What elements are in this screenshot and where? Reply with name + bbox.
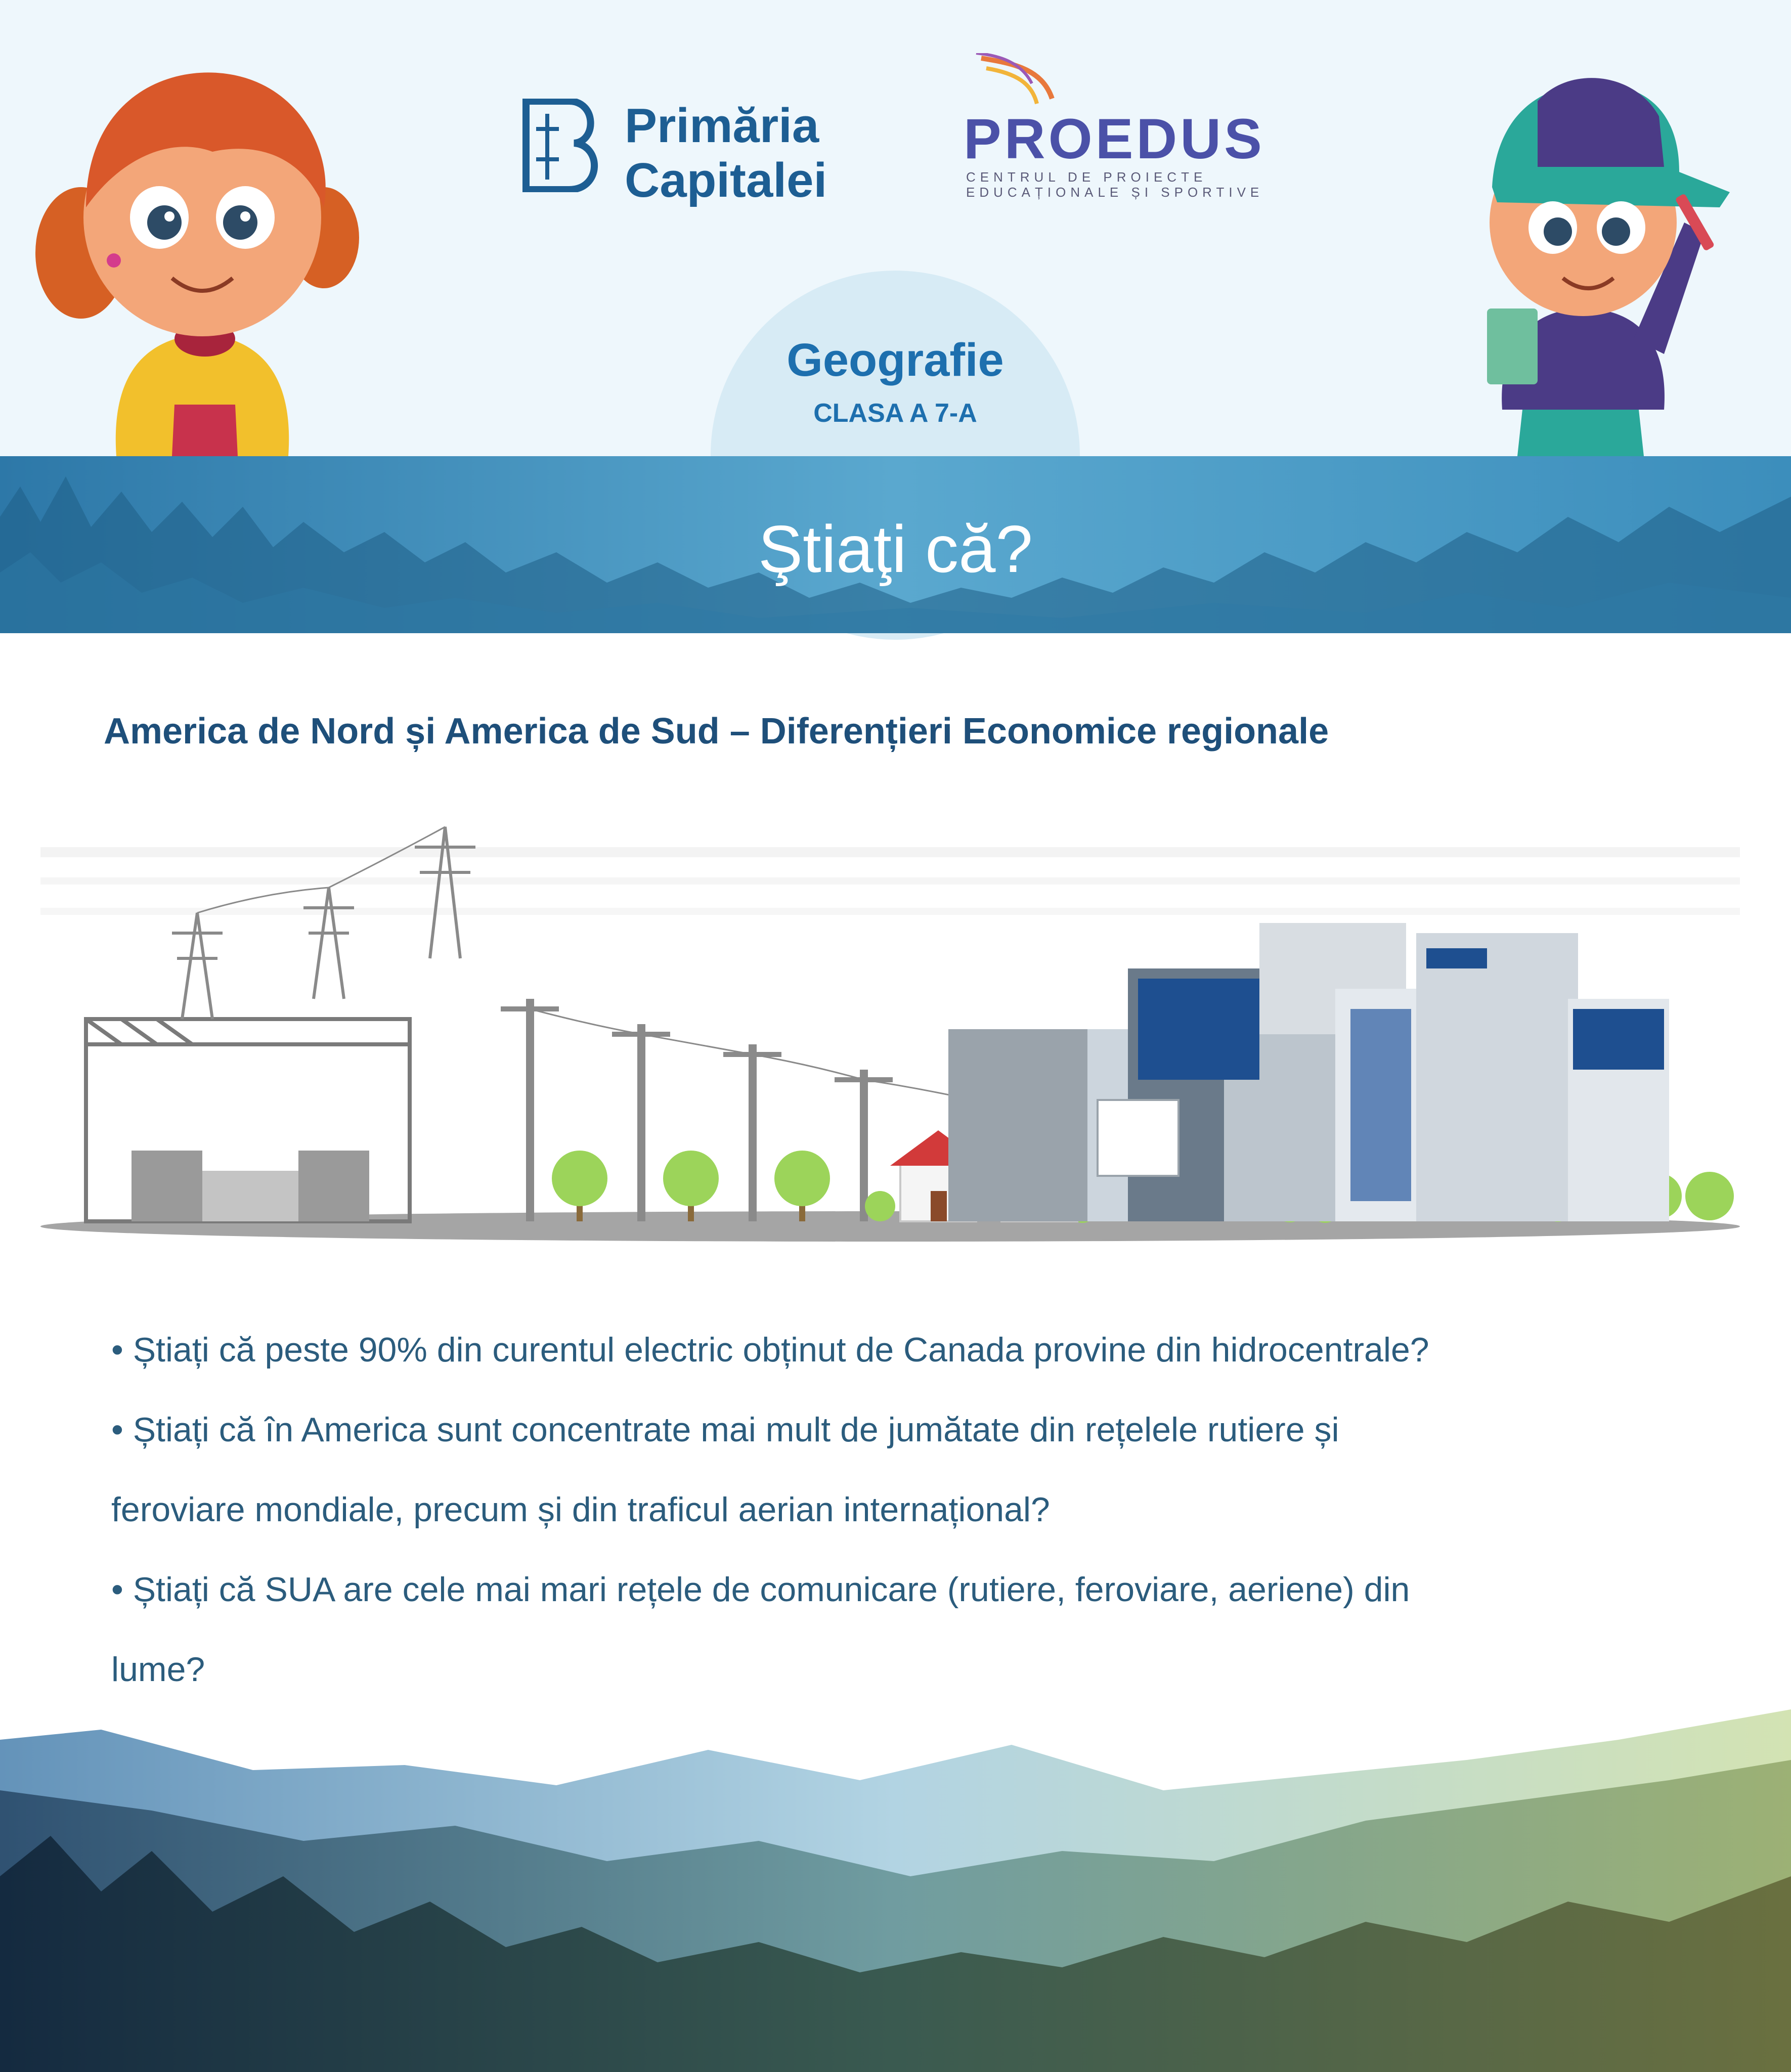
proedus-tagline [966, 169, 1270, 200]
fact-line: • Știați că în America sunt concentrate mai mult de jumătate din rețelele rutiere și [111, 1410, 1339, 1449]
girl-mascot-illustration [20, 56, 374, 456]
primaria-emblem-icon [521, 99, 602, 192]
primaria-logo-text [625, 99, 827, 208]
proedus-tagline-line1: CENTRUL DE PROIECTE [966, 169, 1207, 185]
primaria-capitalei-logo [521, 99, 850, 207]
boy-mascot-illustration [1467, 56, 1750, 456]
primaria-line1: Primăria [625, 99, 819, 153]
proedus-logo [951, 53, 1264, 200]
grade-label: CLASA A 7-A [813, 399, 977, 428]
section-title: America de Nord și America de Sud – Diferențieri Economice regionale [104, 711, 1329, 752]
fact-line: lume? [111, 1650, 205, 1689]
facts-list [111, 1310, 1705, 1709]
fact-line: • Știați că peste 90% din curentul electric obținut de Canada provine din hidrocentrale? [111, 1331, 1429, 1369]
mountain-forest-footer [0, 1709, 1791, 2072]
subject-title: Geografie [787, 334, 1004, 386]
proedus-name: PROEDUS [964, 107, 1265, 170]
primaria-line2: Capitalei [625, 153, 827, 207]
proedus-tagline-line2: EDUCAȚIONALE ȘI SPORTIVE [966, 185, 1264, 200]
fact-line: feroviare mondiale, precum și din traficul aerian internațional? [111, 1490, 1050, 1529]
proedus-flame-icon [971, 53, 1072, 109]
banner-title: Ştiaţi că? [758, 512, 1033, 586]
fact-line: • Știați că SUA are cele mai mari rețele de comunicare (rutiere, feroviare, aeriene) din [111, 1570, 1410, 1609]
power-grid-city-illustration [40, 807, 1740, 1262]
